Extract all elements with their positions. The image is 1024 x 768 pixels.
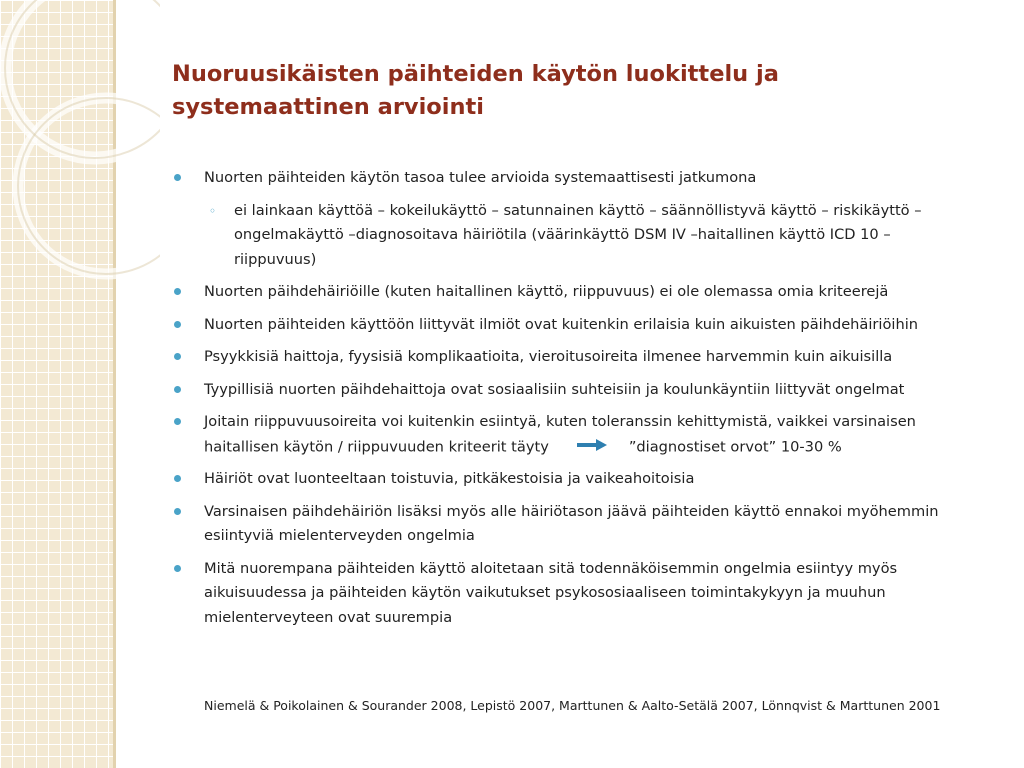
bullet-item <box>172 467 972 492</box>
bullet-list <box>172 166 972 630</box>
bullet-item <box>172 378 972 403</box>
ring-bullet-icon: ◦ <box>209 203 217 218</box>
bullet-text: Nuorten päihdehäiriöille (kuten haitallinen käyttö, riippuvuus) ei ole olemassa omia kriteerejä <box>204 283 889 300</box>
bullet-dot-icon <box>174 288 181 295</box>
bullet-item <box>172 410 972 459</box>
references: Niemelä & Poikolainen & Sourander 2008, Lepistö 2007, Marttunen & Aalto-Setälä 2007, Lönnqvist & Marttunen 2001 <box>204 698 941 713</box>
bullet-item <box>172 500 972 549</box>
bullet-item <box>172 557 972 631</box>
slide-title: Nuoruusikäisten päihteiden käytön luokittelu ja systemaattinen arviointi <box>172 61 779 120</box>
bullet-text: Nuorten päihteiden käyttöön liittyvät ilmiöt ovat kuitenkin erilaisia kuin aikuisten päihdehäiriöihin <box>204 315 919 333</box>
bullet-text: Nuorten päihteiden käytön tasoa tulee arvioida systemaattisesti jatkumona <box>204 169 757 186</box>
bullet-item <box>172 280 972 305</box>
bullet-text: ei lainkaan käyttöä – kokeilukäyttö – satunnainen käyttö – säännöllistyvä käyttö – riskikäyttö – ongelmakäyttö –diagnosoitava häiriötila (väärinkäyttö DSM IV –haitallinen käyttö ICD 10 – riippuvuus) <box>234 201 922 268</box>
bullet-item <box>172 166 972 191</box>
right-arrow-icon <box>577 435 607 460</box>
bullet-dot-icon <box>174 565 181 572</box>
bullet-dot-icon <box>174 353 181 360</box>
bullet-dot-icon <box>174 386 181 393</box>
bullet-text: Häiriöt ovat luonteeltaan toistuvia, pitkäkestoisia ja vaikeahoitoisia <box>204 470 695 488</box>
bullet-dot-icon <box>174 475 181 482</box>
bullet-dot-icon <box>174 418 181 425</box>
bullet-item <box>172 345 972 370</box>
decorative-circles <box>0 0 160 768</box>
bullet-dot-icon <box>174 508 181 515</box>
bullet-dot-icon <box>174 321 181 328</box>
bullet-dot-icon <box>174 174 181 181</box>
bullet-text: Varsinaisen päihdehäiriön lisäksi myös alle häiriötason jäävä päihteiden käyttö ennakoi myöhemmin esiintyviä mielenterveyden ongelmia <box>204 502 939 545</box>
sub-bullet-item <box>172 199 972 273</box>
bullet-text: Mitä nuorempana päihteiden käyttö aloitetaan sitä todennäköisemmin ongelmia esiintyy myös aikuisuudessa ja päihteiden käytön vaikutukset psykososiaaliseen toimintakykyyn ja muuhun mielenterveyteen ovat suurempia <box>204 559 898 626</box>
bullet-text: Joitain riippuvuusoireita voi kuitenkin esiintyä, kuten toleranssin kehittymistä, vaikkei varsinaisen haitallisen käytön / riippuvuuden kriteerit täyty <box>204 413 916 455</box>
diagnostic-orphans-text: ”diagnostiset orvot” 10-30 % <box>628 437 842 455</box>
bullet-text: Tyypillisiä nuorten päihdehaittoja ovat sosiaalisiin suhteisiin ja koulunkäyntiin liittyvät ongelmat <box>204 380 905 398</box>
bullet-text: Psyykkisiä haittoja, fyysisiä komplikaatioita, vieroitusoireita ilmenee harvemmin kuin aikuisilla <box>204 348 893 365</box>
bullet-item <box>172 313 972 338</box>
slide-content <box>172 166 972 638</box>
